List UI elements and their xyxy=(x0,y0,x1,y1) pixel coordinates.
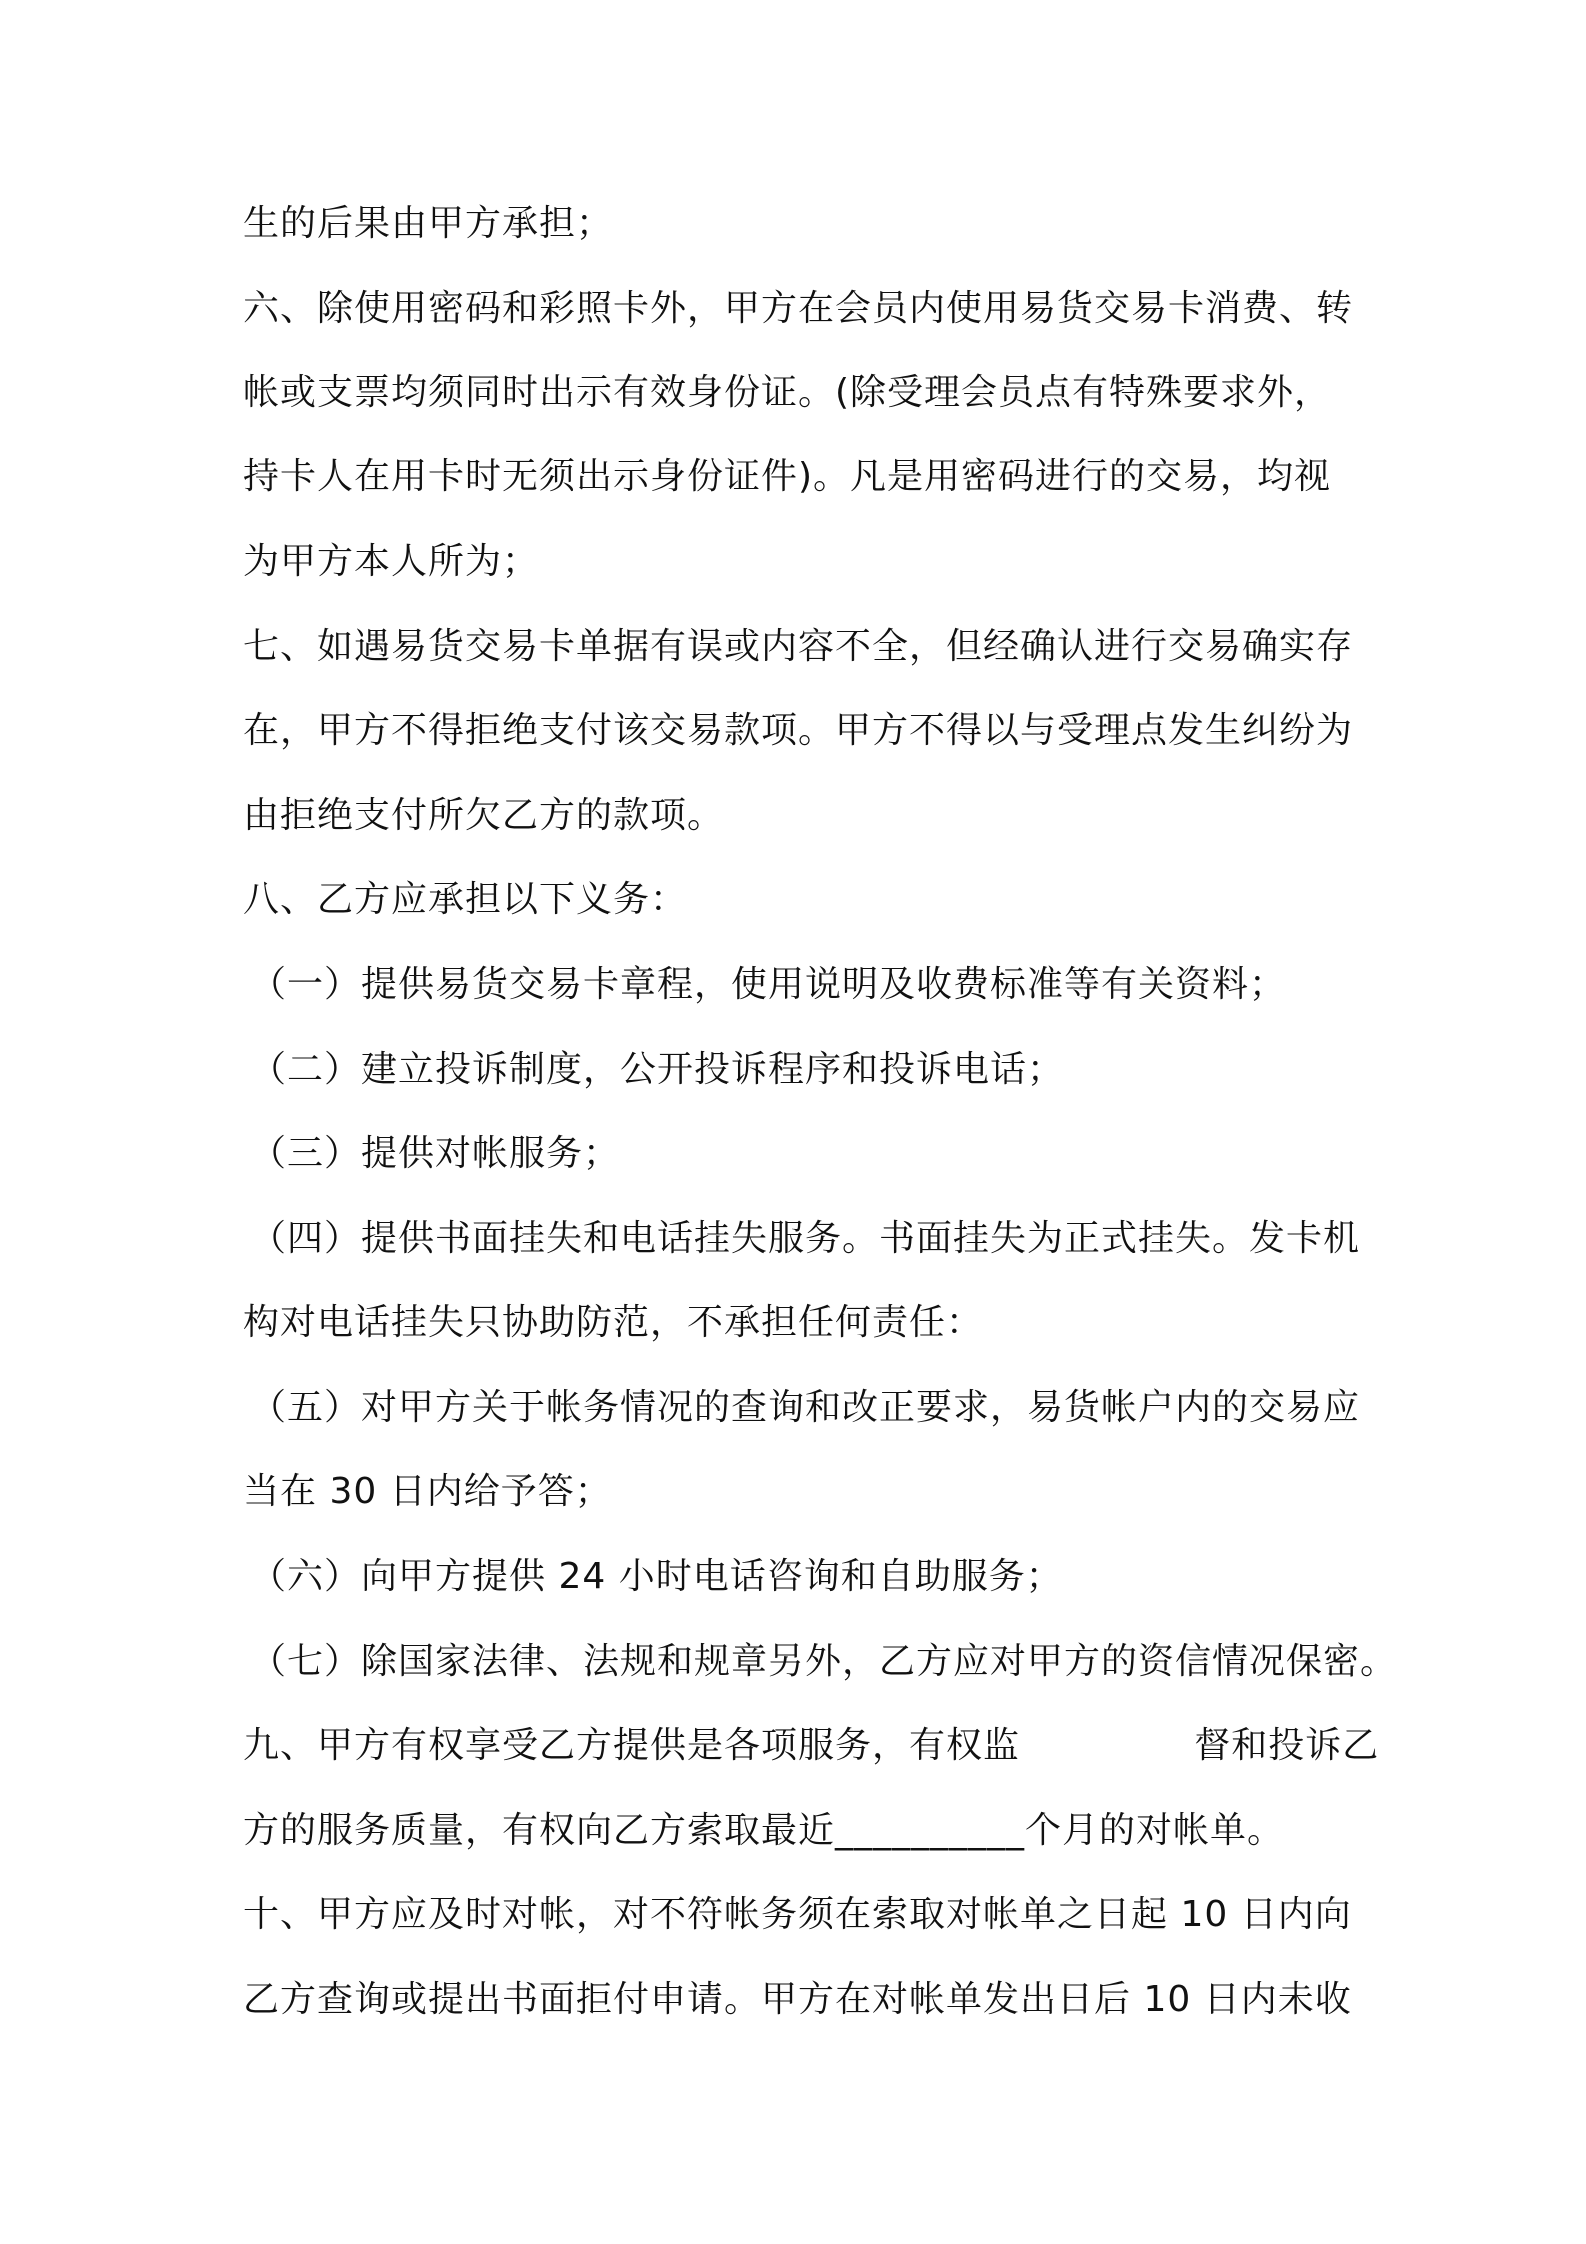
text-line-21: 十、甲方应及时对帐，对不符帐务须在索取对帐单之日起 10 日内向 xyxy=(243,1894,1352,1935)
text-line-5: 为甲方本人所为； xyxy=(243,541,540,582)
text-line-7: 在，甲方不得拒绝支付该交易款项。甲方不得以与受理点发生纠纷为 xyxy=(243,710,1354,751)
text-line-11: （二）建立投诉制度，公开投诉程序和投诉电话； xyxy=(250,1049,1065,1090)
text-line-17: （六）向甲方提供 24 小时电话咨询和自助服务； xyxy=(250,1556,1063,1597)
text-line-9: 八、乙方应承担以下义务： xyxy=(243,879,688,920)
text-line-20: 方的服务质量，有权向乙方索取最近__________个月的对帐单。 xyxy=(243,1810,1285,1851)
text-line-2: 六、除使用密码和彩照卡外，甲方在会员内使用易货交易卡消费、转 xyxy=(243,288,1354,329)
text-line-22: 乙方查询或提出书面拒付申请。甲方在对帐单发出日后 10 日内未收 xyxy=(243,1979,1352,2020)
text-line-16: 当在 30 日内给予答； xyxy=(243,1471,612,1512)
text-line-14: 构对电话挂失只协助防范，不承担任何责任： xyxy=(243,1302,984,1343)
text-line-4: 持卡人在用卡时无须出示身份证件)。凡是用密码进行的交易，均视 xyxy=(243,456,1332,497)
text-line-1: 生的后果由甲方承担； xyxy=(243,203,614,244)
text-line-8: 由拒绝支付所欠乙方的款项。 xyxy=(243,795,725,836)
text-line-12: （三）提供对帐服务； xyxy=(250,1133,621,1174)
text-line-15: （五）对甲方关于帐务情况的查询和改正要求，易货帐户内的交易应 xyxy=(250,1387,1361,1428)
text-line-19: 九、甲方有权享受乙方提供是各项服务，有权监 督和投诉乙 xyxy=(243,1725,1380,1766)
text-line-18: （七）除国家法律、法规和规章另外，乙方应对甲方的资信情况保密。 xyxy=(250,1641,1398,1682)
text-line-10: （一）提供易货交易卡章程，使用说明及收费标准等有关资料； xyxy=(250,964,1287,1005)
text-line-3: 帐或支票均须同时出示有效身份证。(除受理会员点有特殊要求外， xyxy=(243,372,1332,413)
text-line-13: （四）提供书面挂失和电话挂失服务。书面挂失为正式挂失。发卡机 xyxy=(250,1218,1361,1259)
text-line-6: 七、如遇易货交易卡单据有误或内容不全，但经确认进行交易确实存 xyxy=(243,626,1354,667)
